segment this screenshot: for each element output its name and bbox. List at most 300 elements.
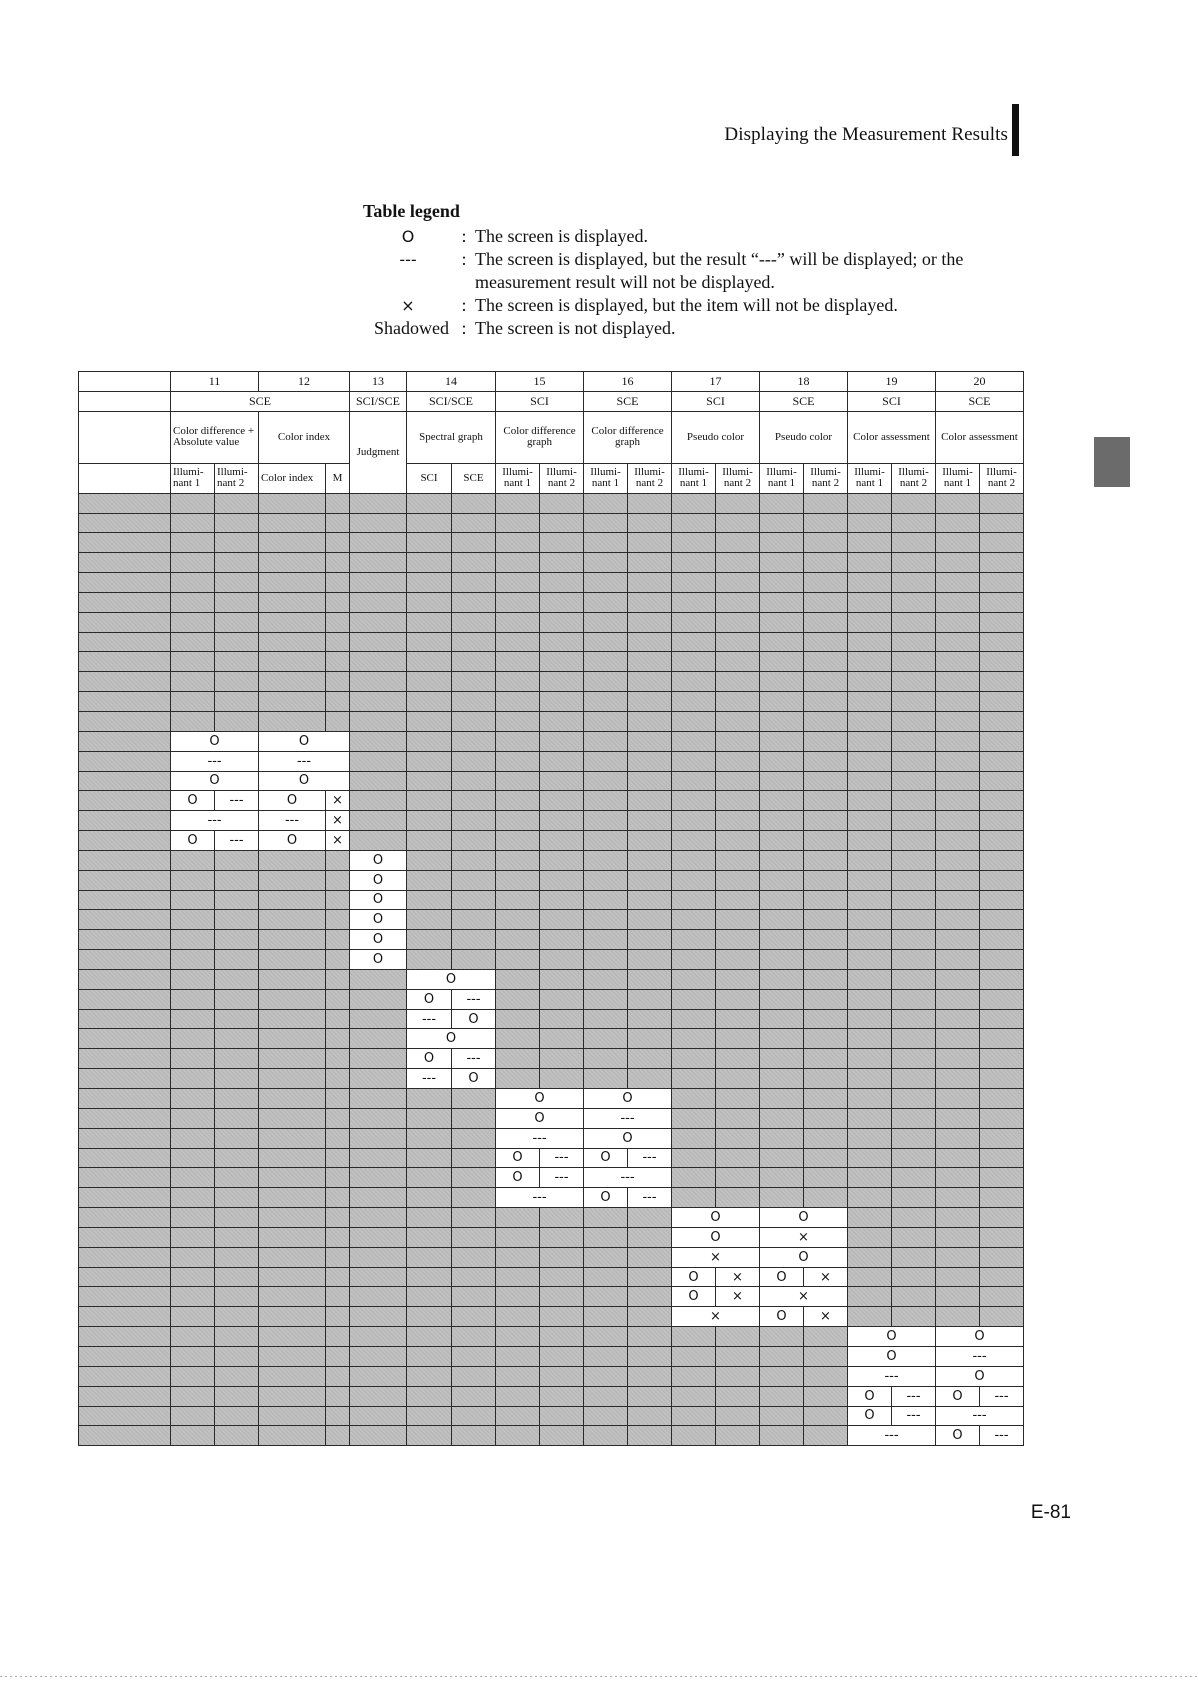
shadowed-cell — [326, 969, 350, 989]
shadowed-cell — [760, 1346, 804, 1366]
shadowed-cell — [215, 950, 259, 970]
shadowed-cell — [848, 1227, 892, 1247]
shadowed-cell — [892, 1247, 936, 1267]
shadowed-cell — [848, 1188, 892, 1208]
row-label-cell — [79, 1089, 171, 1109]
shadowed-cell — [496, 1069, 540, 1089]
table-row — [79, 1188, 1024, 1208]
shadowed-cell — [452, 1267, 496, 1287]
shadowed-cell — [980, 1188, 1024, 1208]
shadowed-cell — [628, 930, 672, 950]
display-cell: O — [584, 1089, 672, 1109]
shadowed-cell — [672, 1327, 716, 1347]
shadowed-cell — [350, 1386, 407, 1406]
display-cell: --- — [540, 1168, 584, 1188]
shadowed-cell — [452, 950, 496, 970]
shadowed-cell — [848, 1009, 892, 1029]
shadowed-cell — [716, 910, 760, 930]
shadowed-cell — [760, 791, 804, 811]
shadowed-cell — [326, 1327, 350, 1347]
shadowed-cell — [628, 751, 672, 771]
display-cell: O — [672, 1287, 716, 1307]
display-cell: O — [350, 870, 407, 890]
shadowed-cell — [628, 1366, 672, 1386]
shadowed-cell — [716, 811, 760, 831]
shadowed-cell — [628, 1049, 672, 1069]
shadowed-cell — [760, 930, 804, 950]
shadowed-cell — [452, 1089, 496, 1109]
shadowed-cell — [496, 692, 540, 712]
shadowed-cell — [326, 910, 350, 930]
shadowed-cell — [848, 1307, 892, 1327]
shadowed-cell — [171, 1287, 215, 1307]
shadowed-cell — [215, 1089, 259, 1109]
table-row — [79, 969, 1024, 989]
shadowed-cell — [259, 533, 326, 553]
shadowed-cell — [259, 910, 326, 930]
shadowed-cell — [672, 493, 716, 513]
shadowed-cell — [259, 493, 326, 513]
display-cell: × — [804, 1307, 848, 1327]
shadowed-cell — [672, 1128, 716, 1148]
row-label-cell — [79, 969, 171, 989]
shadowed-cell — [936, 1307, 980, 1327]
shadowed-cell — [496, 1366, 540, 1386]
shadowed-cell — [496, 1406, 540, 1426]
column-screen: Spectral graph — [407, 411, 496, 463]
shadowed-cell — [628, 672, 672, 692]
shadowed-cell — [215, 1307, 259, 1327]
shadowed-cell — [171, 1426, 215, 1446]
row-label-cell — [79, 731, 171, 751]
table-row — [79, 1208, 1024, 1228]
shadowed-cell — [584, 1366, 628, 1386]
shadowed-cell — [496, 1009, 540, 1029]
shadowed-cell — [540, 870, 584, 890]
shadowed-cell — [848, 553, 892, 573]
shadowed-cell — [259, 672, 326, 692]
shadowed-cell — [628, 1247, 672, 1267]
shadowed-cell — [452, 1148, 496, 1168]
shadowed-cell — [540, 791, 584, 811]
shadowed-cell — [259, 1089, 326, 1109]
shadowed-cell — [540, 771, 584, 791]
shadowed-cell — [672, 1406, 716, 1426]
display-screen-table — [78, 371, 1024, 1446]
shadowed-cell — [407, 573, 452, 593]
shadowed-cell — [672, 1168, 716, 1188]
shadowed-cell — [760, 1188, 804, 1208]
shadowed-cell — [804, 632, 848, 652]
shadowed-cell — [326, 692, 350, 712]
display-cell: O — [407, 989, 452, 1009]
shadowed-cell — [936, 692, 980, 712]
shadowed-cell — [496, 1327, 540, 1347]
shadowed-cell — [584, 652, 628, 672]
legend-text: The screen is displayed. — [475, 226, 648, 246]
shadowed-cell — [936, 513, 980, 533]
shadowed-cell — [980, 930, 1024, 950]
shadowed-cell — [848, 1168, 892, 1188]
shadowed-cell — [540, 711, 584, 731]
display-cell: O — [672, 1227, 760, 1247]
shadowed-cell — [936, 1089, 980, 1109]
circle-symbol: O — [401, 227, 415, 246]
row-label-cell — [79, 1148, 171, 1168]
shadowed-cell — [936, 1069, 980, 1089]
shadowed-cell — [760, 1029, 804, 1049]
shadowed-cell — [804, 989, 848, 1009]
page-number: E-81 — [1030, 1502, 1071, 1523]
shadowed-cell — [848, 930, 892, 950]
column-mode: SCE — [171, 391, 350, 411]
display-cell: × — [326, 791, 350, 811]
table-row — [79, 672, 1024, 692]
shadowed-cell — [407, 1346, 452, 1366]
shadowed-cell — [215, 1327, 259, 1347]
shadowed-cell — [407, 950, 452, 970]
display-cell: --- — [171, 811, 259, 831]
shadowed-cell — [407, 672, 452, 692]
row-label-cell — [79, 791, 171, 811]
legend-item: O : The screen is displayed. — [363, 225, 1023, 248]
shadowed-cell — [326, 592, 350, 612]
table-row — [79, 1148, 1024, 1168]
table-row — [79, 1406, 1024, 1426]
shadowed-cell — [171, 553, 215, 573]
shadowed-cell — [215, 1386, 259, 1406]
shadowed-cell — [540, 1049, 584, 1069]
column-number: 11 — [171, 372, 259, 392]
shadowed-cell — [326, 989, 350, 1009]
shadowed-cell — [980, 493, 1024, 513]
shadowed-cell — [936, 533, 980, 553]
shadowed-cell — [848, 1287, 892, 1307]
shadowed-cell — [584, 493, 628, 513]
shadowed-cell — [980, 592, 1024, 612]
shadowed-cell — [540, 930, 584, 950]
shadowed-cell — [540, 1366, 584, 1386]
shadowed-cell — [540, 1327, 584, 1347]
shadowed-cell — [350, 1346, 407, 1366]
shadowed-cell — [892, 831, 936, 851]
shadowed-cell — [716, 692, 760, 712]
shadowed-cell — [496, 1287, 540, 1307]
shadowed-cell — [215, 989, 259, 1009]
shadowed-cell — [171, 1346, 215, 1366]
table-row — [79, 930, 1024, 950]
shadowed-cell — [892, 1188, 936, 1208]
column-number: 13 — [350, 372, 407, 392]
display-cell: O — [350, 890, 407, 910]
row-label-cell — [79, 1188, 171, 1208]
row-label-cell — [79, 989, 171, 1009]
shadowed-cell — [407, 1386, 452, 1406]
shadowed-cell — [628, 592, 672, 612]
shadowed-cell — [804, 950, 848, 970]
shadowed-cell — [892, 1029, 936, 1049]
display-cell: O — [848, 1406, 892, 1426]
shadowed-cell — [716, 612, 760, 632]
shadowed-cell — [804, 791, 848, 811]
row-label-cell — [79, 1327, 171, 1347]
shadowed-cell — [716, 989, 760, 1009]
shadowed-cell — [584, 1069, 628, 1089]
shadowed-cell — [259, 1148, 326, 1168]
legend-item: --- : The screen is displayed, but the result “---” will be displayed; or the measurement result will not be displayed. — [363, 248, 1023, 294]
shadowed-cell — [628, 1386, 672, 1406]
shadowed-cell — [407, 1128, 452, 1148]
shadowed-cell — [628, 771, 672, 791]
shadowed-cell — [848, 1128, 892, 1148]
shadowed-cell — [407, 1247, 452, 1267]
shadowed-cell — [215, 870, 259, 890]
shadowed-cell — [672, 870, 716, 890]
shadowed-cell — [350, 1426, 407, 1446]
shadowed-cell — [540, 513, 584, 533]
shadowed-cell — [452, 1327, 496, 1347]
shadowed-cell — [171, 1227, 215, 1247]
shadowed-cell — [540, 573, 584, 593]
shadowed-cell — [936, 791, 980, 811]
shadowed-cell — [350, 1148, 407, 1168]
shadowed-cell — [848, 513, 892, 533]
shadowed-cell — [848, 811, 892, 831]
shadowed-cell — [584, 711, 628, 731]
shadowed-cell — [760, 1168, 804, 1188]
display-cell: O — [259, 831, 326, 851]
shadowed-cell — [760, 1089, 804, 1109]
shadowed-cell — [672, 533, 716, 553]
shadowed-cell — [804, 1346, 848, 1366]
shadowed-cell — [628, 1208, 672, 1228]
shadowed-cell — [326, 553, 350, 573]
shadowed-cell — [259, 1426, 326, 1446]
shadowed-cell — [760, 870, 804, 890]
shadowed-cell — [326, 1227, 350, 1247]
shadowed-cell — [584, 969, 628, 989]
column-sub: Illumi-nant 1 — [672, 463, 716, 493]
shadowed-cell — [215, 1029, 259, 1049]
row-label-cell — [79, 1307, 171, 1327]
shadowed-cell — [628, 692, 672, 712]
shadowed-cell — [628, 831, 672, 851]
shadowed-cell — [452, 672, 496, 692]
shadowed-cell — [980, 1168, 1024, 1188]
shadowed-cell — [350, 1406, 407, 1426]
shadowed-cell — [760, 1406, 804, 1426]
shadowed-cell — [452, 850, 496, 870]
shadowed-cell — [716, 1009, 760, 1029]
shadowed-cell — [350, 751, 407, 771]
shadowed-cell — [848, 1247, 892, 1267]
display-cell: O — [407, 969, 496, 989]
shadowed-cell — [407, 1208, 452, 1228]
table-row — [79, 811, 1024, 831]
shadowed-cell — [760, 672, 804, 692]
shadowed-cell — [804, 513, 848, 533]
shadowed-cell — [407, 1188, 452, 1208]
table-row — [79, 1227, 1024, 1247]
shadowed-cell — [936, 1247, 980, 1267]
shadowed-cell — [804, 1426, 848, 1446]
shadowed-cell — [672, 1089, 716, 1109]
table-body — [79, 372, 1024, 1446]
shadowed-cell — [452, 1108, 496, 1128]
shadowed-cell — [672, 1148, 716, 1168]
shadowed-cell — [407, 533, 452, 553]
shadowed-cell — [760, 1108, 804, 1128]
shadowed-cell — [259, 592, 326, 612]
shadowed-cell — [892, 771, 936, 791]
display-cell: --- — [628, 1188, 672, 1208]
shadowed-cell — [540, 1307, 584, 1327]
shadowed-cell — [760, 751, 804, 771]
row-label-cell — [79, 612, 171, 632]
display-cell: --- — [584, 1108, 672, 1128]
shadowed-cell — [326, 1148, 350, 1168]
shadowed-cell — [716, 1049, 760, 1069]
shadowed-cell — [496, 751, 540, 771]
shadowed-cell — [760, 592, 804, 612]
shadowed-cell — [628, 1327, 672, 1347]
shadowed-cell — [980, 731, 1024, 751]
table-row — [79, 1168, 1024, 1188]
shadowed-cell — [760, 493, 804, 513]
shadowed-cell — [892, 1009, 936, 1029]
shadowed-cell — [672, 573, 716, 593]
shadowed-cell — [540, 1069, 584, 1089]
shadowed-cell — [672, 890, 716, 910]
display-cell: O — [496, 1108, 584, 1128]
shadowed-cell — [672, 989, 716, 1009]
shadowed-cell — [215, 692, 259, 712]
shadowed-cell — [496, 969, 540, 989]
shadowed-cell — [171, 513, 215, 533]
column-sub: Illumi-nant 2 — [804, 463, 848, 493]
shadowed-cell — [584, 632, 628, 652]
shadowed-cell — [452, 493, 496, 513]
shadowed-cell — [672, 1346, 716, 1366]
shadowed-cell — [259, 1128, 326, 1148]
shadowed-cell — [848, 711, 892, 731]
display-cell: × — [716, 1267, 760, 1287]
shadowed-cell — [215, 672, 259, 692]
shadowed-cell — [804, 1168, 848, 1188]
shadowed-cell — [171, 1188, 215, 1208]
row-label-cell — [79, 513, 171, 533]
display-cell: O — [259, 771, 350, 791]
shadowed-cell — [716, 1366, 760, 1386]
shadowed-cell — [804, 731, 848, 751]
shadowed-cell — [540, 1406, 584, 1426]
shadowed-cell — [584, 1386, 628, 1406]
shadowed-cell — [171, 1029, 215, 1049]
table-legend — [363, 200, 1023, 340]
shadowed-cell — [936, 890, 980, 910]
shadowed-cell — [980, 1247, 1024, 1267]
shadowed-cell — [628, 1426, 672, 1446]
shadowed-cell — [540, 533, 584, 553]
column-number: 20 — [936, 372, 1024, 392]
display-cell: × — [716, 1287, 760, 1307]
shadowed-cell — [407, 632, 452, 652]
display-cell: O — [584, 1188, 628, 1208]
shadowed-cell — [584, 1247, 628, 1267]
shadowed-cell — [326, 1108, 350, 1128]
shadowed-cell — [350, 1108, 407, 1128]
table-row — [79, 1089, 1024, 1109]
shadowed-cell — [326, 513, 350, 533]
row-label-cell — [79, 930, 171, 950]
shadowed-cell — [892, 1267, 936, 1287]
shadowed-cell — [716, 930, 760, 950]
shadowed-cell — [760, 513, 804, 533]
shadowed-cell — [892, 1148, 936, 1168]
display-cell: --- — [407, 1009, 452, 1029]
shadowed-cell — [171, 910, 215, 930]
shadowed-cell — [215, 1208, 259, 1228]
shadowed-cell — [672, 612, 716, 632]
column-mode: SCI — [672, 391, 760, 411]
shadowed-cell — [936, 1267, 980, 1287]
shadowed-cell — [980, 533, 1024, 553]
shadowed-cell — [452, 1208, 496, 1228]
shadowed-cell — [892, 850, 936, 870]
row-label-cell — [79, 553, 171, 573]
shadowed-cell — [584, 612, 628, 632]
shadowed-cell — [496, 870, 540, 890]
table-row — [79, 692, 1024, 712]
shadowed-cell — [936, 553, 980, 573]
shadowed-cell — [980, 1029, 1024, 1049]
shadowed-cell — [848, 592, 892, 612]
shadowed-cell — [936, 811, 980, 831]
shadowed-cell — [215, 553, 259, 573]
shadowed-cell — [496, 1208, 540, 1228]
shadowed-cell — [259, 711, 326, 731]
shadowed-cell — [326, 632, 350, 652]
shadowed-cell — [171, 533, 215, 553]
shadowed-cell — [628, 533, 672, 553]
shadowed-cell — [980, 692, 1024, 712]
shadowed-cell — [628, 652, 672, 672]
shadowed-cell — [672, 1108, 716, 1128]
shadowed-cell — [584, 1009, 628, 1029]
shadowed-cell — [584, 1208, 628, 1228]
shadowed-cell — [259, 1366, 326, 1386]
row-label-cell — [79, 573, 171, 593]
shadowed-cell — [892, 910, 936, 930]
shadowed-cell — [628, 1307, 672, 1327]
shadowed-cell — [496, 513, 540, 533]
shadowed-cell — [407, 1148, 452, 1168]
display-cell: O — [350, 950, 407, 970]
shadowed-cell — [848, 731, 892, 751]
shadowed-cell — [584, 1029, 628, 1049]
shadowed-cell — [804, 1108, 848, 1128]
shadowed-cell — [584, 910, 628, 930]
shadowed-cell — [215, 910, 259, 930]
shadowed-cell — [628, 573, 672, 593]
shadowed-cell — [716, 1029, 760, 1049]
column-screen: Color assessment — [848, 411, 936, 463]
row-label-cell — [79, 771, 171, 791]
shadowed-cell — [980, 771, 1024, 791]
shadowed-cell — [215, 1009, 259, 1029]
column-mode: SCI/SCE — [407, 391, 496, 411]
display-cell: O — [452, 1069, 496, 1089]
